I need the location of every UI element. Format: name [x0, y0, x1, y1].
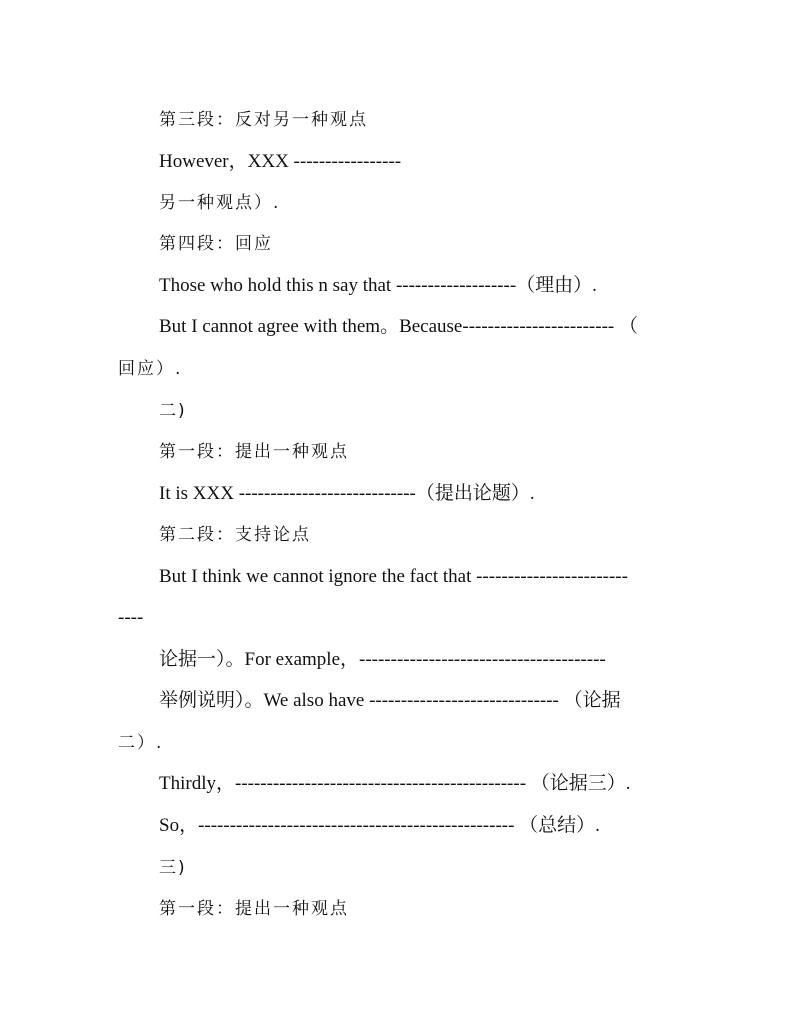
text-line-ignore-fact: But I think we cannot ignore the fact that ------------------------: [159, 566, 628, 587]
text-line-but-i-cannot: But I cannot agree with them。Because------------------------ （: [159, 316, 638, 337]
text-line-thirdly: Thirdly，---------------------------------------------- （论据三）.: [159, 773, 631, 794]
text-line-argument-two-end: 二）.: [118, 733, 164, 753]
text-line-those-who-hold: Those who hold this n say that -------------------（理由）.: [159, 275, 597, 296]
text-line-however: However，XXX -----------------: [159, 151, 402, 172]
text-line-for-example: 论据一）。For example，---------------------------------------: [159, 649, 606, 670]
heading-paragraph-one-repeat: 第一段：提出一种观点: [159, 899, 349, 919]
heading-paragraph-four: 第四段：回应: [159, 234, 273, 254]
text-line-so: So，-------------------------------------------------- （总结）.: [159, 815, 600, 836]
text-line-it-is: It is XXX ----------------------------（提出论题）.: [159, 483, 535, 504]
heading-paragraph-two: 第二段：支持论点: [159, 525, 311, 545]
section-two-marker: 二): [159, 401, 187, 421]
heading-paragraph-three: 第三段：反对另一种观点: [159, 110, 368, 130]
text-line-dashes-continuation: ----: [118, 607, 144, 628]
heading-paragraph-one: 第一段：提出一种观点: [159, 442, 349, 462]
section-three-marker: 三): [159, 858, 187, 878]
text-line-response: 回应）.: [118, 359, 183, 379]
text-line-we-also-have: 举例说明）。We also have ------------------------------ （论据: [159, 690, 621, 711]
text-line-other-view: 另一种观点）.: [159, 193, 281, 213]
